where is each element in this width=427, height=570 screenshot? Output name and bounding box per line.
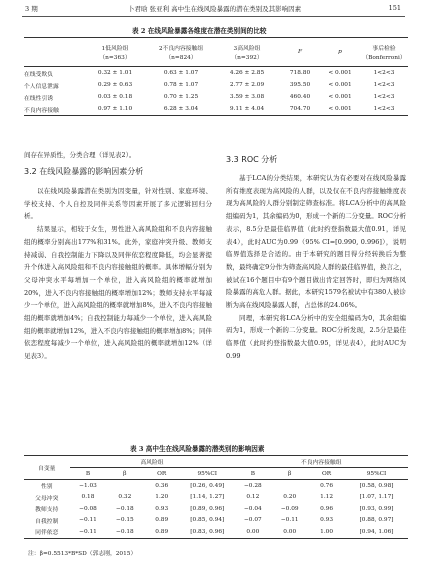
table-cell: 0.89 bbox=[155, 528, 169, 535]
table-cell: −0.11 bbox=[79, 517, 97, 524]
table-cell: [0.83, 0.96] bbox=[190, 528, 225, 535]
table-cell: [0.88, 0.97] bbox=[359, 517, 394, 524]
table-cell: 0.32 bbox=[118, 494, 132, 501]
table3-header-cell: β bbox=[123, 470, 127, 477]
table3-header-cell: OR bbox=[322, 470, 332, 477]
table-cell: 3.59 ± 3.08 bbox=[229, 94, 265, 100]
table-row bbox=[24, 91, 408, 103]
table2-header-row bbox=[24, 38, 408, 67]
table-cell: [1.14, 1.27] bbox=[190, 494, 225, 501]
table3 bbox=[24, 455, 408, 539]
table-row bbox=[24, 67, 408, 80]
table-cell: 0.78 ± 1.07 bbox=[163, 82, 199, 88]
paragraph: 同理，本研究将LCA分析中的安全组编码为0，其余组编码为1，形成一个新的二分变量。ROC分析发现，2.5分是最佳临界值（此时约登指数最大值0.95，详见表4），此时AUC为0.99 bbox=[226, 313, 406, 360]
table-cell: 718.80 bbox=[289, 70, 311, 76]
issue-label: 3 期 bbox=[25, 5, 38, 13]
paragraph: 基于LCA的分类结果，本研究认为有必要对在线风险暴露所有维度表现为高风险的人群，以及仅在不良内容接触维度表现为高风险的人群分别制定筛查标准。将LCA分析中的高风险组编码为1，其余编码为0，形成一个新的二分变量。ROC分析表示，8.5分是最佳临界值（此时约登指数最大值0.91，详见表4），此时AUC为0.99（95% CI=[0.990, 0.996]），说明临界值选择是合适的。由于本研究的题目得分经转换后为整数，最终确定9分作为筛查高风险人群的最佳临界值，换言之，被试在16个题目中有9个题目做出肯定回答时，即归为网络风险暴露的高危人群。据此，本研究1579名被试中有380人被诊断为高在线风险暴露人群，占总体的24.06%。 bbox=[226, 174, 406, 310]
header-title: 卜君晗 张亚利 高中生在线风险暴露的潜在类别及其影响因素 bbox=[128, 5, 302, 13]
table2-header-cell: 2不良内容接触组 （n=824） bbox=[158, 46, 204, 61]
table-cell: 4.26 ± 2.85 bbox=[229, 70, 265, 76]
table-cell: 0.18 bbox=[81, 494, 95, 501]
table-cell: −0.28 bbox=[243, 482, 262, 489]
table-cell: −1.03 bbox=[79, 482, 97, 489]
table-cell: 0.93 bbox=[320, 517, 334, 524]
table-cell: < 0.001 bbox=[328, 82, 352, 88]
table-row bbox=[24, 492, 408, 504]
table-cell: 0.76 bbox=[320, 482, 334, 489]
carryover-text: 间存在异质性，分类合理（详见表2）。 bbox=[24, 151, 136, 159]
table2-title: 表 2 在线风险暴露各维度在潜在类别间的比较 bbox=[132, 27, 267, 35]
table-cell: 1<2<3 bbox=[373, 70, 395, 76]
table2-header-cell bbox=[24, 38, 82, 67]
table-cell: −0.18 bbox=[115, 528, 134, 535]
table-cell: −0.08 bbox=[79, 505, 97, 512]
table3-header-cell: OR bbox=[157, 470, 167, 477]
table-cell: 1.20 bbox=[155, 494, 169, 501]
table-cell: 395.50 bbox=[289, 82, 311, 88]
table-cell bbox=[271, 480, 308, 492]
table-row bbox=[24, 103, 408, 116]
table-cell: 自我控制 bbox=[35, 518, 59, 525]
table-cell: 2.77 ± 2.09 bbox=[229, 82, 265, 88]
table3-header-cell: B bbox=[85, 470, 91, 477]
table-cell: 个人信息泄露 bbox=[24, 83, 59, 90]
table-cell: [0.26, 0.49] bbox=[190, 482, 225, 489]
table-cell: 0.32 ± 1.01 bbox=[97, 70, 133, 76]
table-cell: −0.11 bbox=[79, 528, 97, 535]
page-number: 151 bbox=[388, 4, 401, 12]
table-cell: 在线受欺负 bbox=[24, 71, 53, 78]
table2-header-cell: F bbox=[297, 49, 303, 55]
table2-header-cell: 1低风险组 （n=363） bbox=[99, 46, 131, 61]
table-cell: 0.00 bbox=[246, 528, 260, 535]
table-cell: 704.70 bbox=[289, 106, 311, 112]
table-cell: 0.97 ± 1.10 bbox=[97, 106, 133, 112]
table-cell: 不良内容接触 bbox=[24, 107, 59, 114]
table2-header-cell: p bbox=[338, 49, 342, 55]
table3-note: 注：β=0.5513*B*SD（郭志刚，2015） bbox=[28, 551, 137, 557]
table-cell: [0.93, 0.99] bbox=[359, 505, 394, 512]
table-cell: 0.36 bbox=[155, 482, 169, 489]
table2-header-cell: 3高风险组 （n=392） bbox=[231, 46, 263, 61]
table-cell: −0.18 bbox=[115, 505, 134, 512]
table-cell: 1.12 bbox=[320, 494, 334, 501]
table-cell: −0.11 bbox=[280, 517, 299, 524]
table3-header-cell: 自变量 bbox=[24, 456, 70, 480]
table-cell: 父母冲突 bbox=[35, 495, 59, 502]
table-cell: 0.12 bbox=[246, 494, 260, 501]
table3-header-cell: β bbox=[288, 470, 292, 477]
table-cell: 0.29 ± 0.63 bbox=[97, 82, 133, 88]
section-heading-3-3: 3.3 ROC 分析 bbox=[226, 155, 278, 164]
table-cell: 460.40 bbox=[289, 94, 311, 100]
running-header bbox=[0, 0, 427, 16]
table-cell: 1<2<3 bbox=[373, 82, 395, 88]
left-column bbox=[24, 149, 212, 162]
header-rule bbox=[22, 16, 405, 17]
table-cell: 在线性引诱 bbox=[24, 95, 53, 102]
table-cell bbox=[106, 480, 143, 492]
table-row bbox=[24, 526, 408, 538]
table-cell: [0.94, 1.06] bbox=[359, 528, 394, 535]
paragraph: 结果显示，相较于女生，男性进入高风险组和不良内容接触组的概率分别高出177%和31%。此外，家庭冲突升级、教师支持减弱、自我控制能力下降以及同伴依恋程度降低，均会显著提升个体进入高风险组和不良内容接触组的概率。具体增幅分别为父母冲突水平每增加一个单位，进入高风险组的概率就增加20%，进入不良内容接触组的概率增加12%；教师支持水平每减少一个单位，进入高风险组的概率就增加8%，进入不良内容接触组的概率就增加4%；自我控制能力每减少一个单位，进入高风险组的概率就增加12%，进入不良内容接触组的概率增加8%；同伴依恋程度每减少一个单位，进入高风险组的概率就增加12%（详见表3）。 bbox=[24, 225, 212, 361]
table-cell: 0.89 bbox=[155, 517, 169, 524]
table-cell: −0.15 bbox=[115, 517, 134, 524]
table-row bbox=[24, 503, 408, 515]
paragraph: 以在线风险暴露潜在类别为因变量，针对性别、家庭环境、学校支持、个人自控及同伴关系等因素开展了多元逻辑回归分析。 bbox=[24, 187, 212, 221]
table-cell: 9.11 ± 4.04 bbox=[229, 106, 265, 112]
table-cell: −0.07 bbox=[243, 517, 262, 524]
table-cell: 0.93 bbox=[155, 505, 169, 512]
table3-sub-header-row bbox=[24, 468, 408, 480]
table3-group-header-row bbox=[24, 456, 408, 468]
table-row bbox=[24, 480, 408, 492]
table-cell: −0.09 bbox=[280, 505, 299, 512]
table-cell: 教师支持 bbox=[35, 507, 59, 514]
table-cell: 6.28 ± 3.04 bbox=[163, 106, 199, 112]
table-cell: 0.96 bbox=[320, 505, 334, 512]
table-cell: [0.85, 0.94] bbox=[190, 517, 225, 524]
table3-header-cell: 95%CI bbox=[366, 470, 387, 477]
table-cell: 性别 bbox=[40, 484, 53, 491]
table3-header-cell: B bbox=[250, 470, 255, 477]
table-cell: [0.58, 0.98] bbox=[359, 482, 394, 489]
table3-title: 表 3 高中生在线风险暴露的潜类别的影响因素 bbox=[130, 445, 265, 453]
table-row bbox=[24, 79, 408, 91]
section-heading-3-2: 3.2 在线风险暴露的影响因素分析 bbox=[24, 167, 144, 176]
table2-header-cell: 事后检验 （Bonferroni） bbox=[362, 46, 406, 61]
table3-header-cell: 高风险组 bbox=[70, 456, 235, 468]
table3-header-cell: 不良内容接触组 bbox=[234, 456, 408, 468]
right-column-body bbox=[226, 172, 406, 363]
table-cell: −0.04 bbox=[243, 505, 262, 512]
table-cell: < 0.001 bbox=[328, 106, 352, 112]
table-cell: < 0.001 bbox=[328, 70, 352, 76]
left-column-body bbox=[24, 185, 212, 363]
table-cell: 同伴依恋 bbox=[35, 530, 59, 537]
table-cell: [0.89, 0.96] bbox=[190, 505, 225, 512]
table-cell: 0.70 ± 1.25 bbox=[163, 94, 199, 100]
table-cell: < 0.001 bbox=[328, 94, 352, 100]
table-cell: [1.07, 1.17] bbox=[359, 494, 394, 501]
table3-header-cell: 95%CI bbox=[197, 470, 218, 477]
table-cell: 1<2<3 bbox=[373, 106, 395, 112]
table-cell: 0.63 ± 1.07 bbox=[163, 70, 199, 76]
table-row bbox=[24, 515, 408, 527]
table2 bbox=[24, 37, 408, 116]
table-cell: 0.20 bbox=[283, 494, 297, 501]
table-cell: 0.00 bbox=[283, 528, 297, 535]
table-cell: 0.03 ± 0.18 bbox=[97, 94, 133, 100]
table-cell: 1.00 bbox=[320, 528, 334, 535]
table-cell: 1<2<3 bbox=[373, 94, 395, 100]
